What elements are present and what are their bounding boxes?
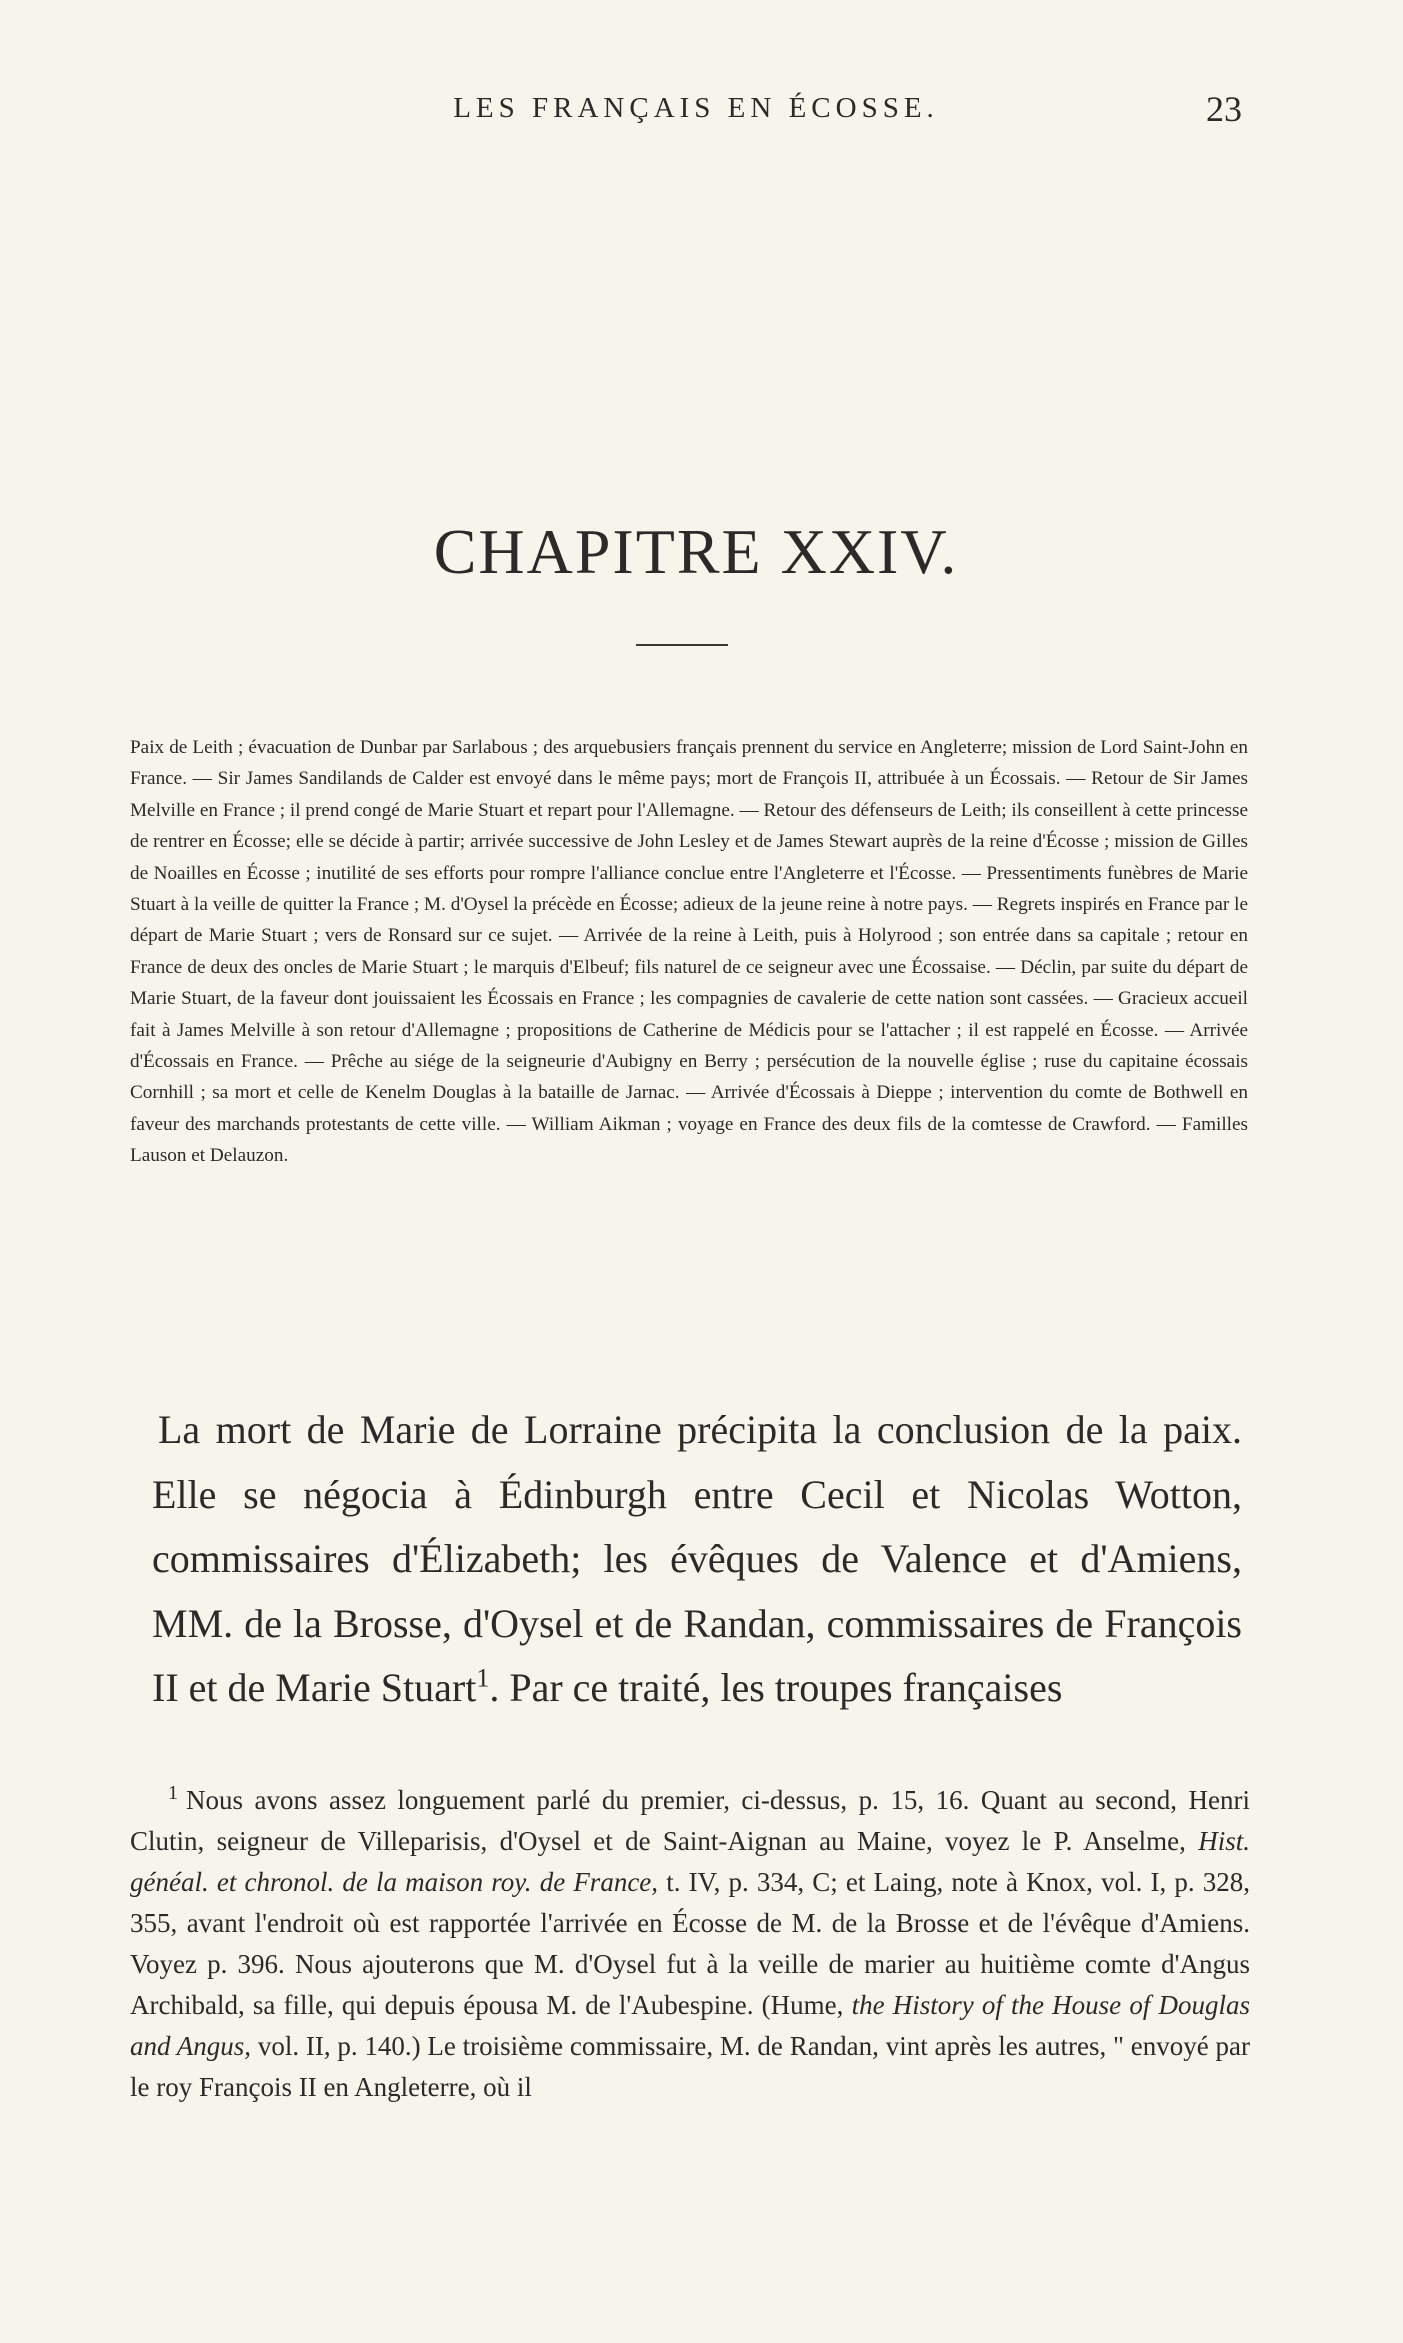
running-title: LES FRANÇAIS EN ÉCOSSE. xyxy=(453,92,939,124)
footnote xyxy=(130,1780,1250,2108)
title-divider xyxy=(636,644,728,646)
footnote-number: 1 xyxy=(168,1782,178,1804)
chapter-title: CHAPITRE XXIV. xyxy=(433,516,959,587)
page-number: 23 xyxy=(1206,89,1242,129)
footnote-citation-2: the History of the House of Douglas and Angus, xyxy=(130,1990,1250,2061)
body-paragraph xyxy=(152,1398,1242,1721)
footnote-text-3: vol. II, p. 140.) Le troisième commissaire, M. de Randan, vint après les autres, " envoyé par le roy François II en Angleterre, où il xyxy=(130,2031,1251,2102)
footnote-reference: 1 xyxy=(476,1663,490,1693)
footnote-text-2: t. IV, p. 334, C; et Laing, note à Knox, vol. I, p. 328, 355, avant l'endroit où est rapportée l'arrivée en Écosse de M. de la Brosse et de l'évêque d'Amiens. Voyez p. 396. Nous ajouterons que M. d'Oysel fut à la veille de marier au huitième comte d'Angus Archibald, sa fille, qui depuis épousa M. de l'Aubespine. (Hume, xyxy=(130,1867,1251,2020)
body-text-continued: . Par ce traité, les troupes françaises xyxy=(489,1665,1063,1710)
chapter-summary: Paix de Leith ; évacuation de Dunbar par Sarlabous ; des arquebusiers français prennent du service en Angleterre; mission de Lord Saint-John en France. — Sir James Sandilands de Calder est envoyé dans le même pays; mort de François II, attribuée à un Écossais. — Retour de Sir James Melville en France ; il prend congé de Marie Stuart et repart pour l'Allemagne. — Retour des défenseurs de Leith; ils conseillent à cette princesse de rentrer en Écosse; elle se décide à partir; arrivée successive de John Lesley et de James Stewart auprès de la reine d'Écosse ; mission de Gilles de Noailles en Écosse ; inutilité de ses efforts pour rompre l'alliance conclue entre l'Angleterre et l'Écosse. — Pressentiments funèbres de Marie Stuart à la veille de quitter la France ; M. d'Oysel la précède en Écosse; adieux de la jeune reine à notre pays. — Regrets inspirés en France par le départ de Marie Stuart ; vers de Ronsard sur ce sujet. — Arrivée de la reine à Leith, puis à Holyrood ; son entrée dans sa capitale ; retour en France de deux des oncles de Marie Stuart ; le marquis d'Elbeuf; fils naturel de ce seigneur avec une Écossaise. — Déclin, par suite du départ de Marie Stuart, de la faveur dont jouissaient les Écossais en France ; les compagnies de cavalerie de cette nation sont cassées. — Gracieux accueil fait à James Melville à son retour d'Allemagne ; propositions de Catherine de Médicis pour se l'attacher ; il est rappelé en Écosse. — Arrivée d'Écossais en France. — Prêche au siége de la seigneurie d'Aubigny en Berry ; persécution de la nouvelle église ; ruse du capitaine écossais Cornhill ; sa mort et celle de Kenelm Douglas à la bataille de Jarnac. — Arrivée d'Écossais à Dieppe ; intervention du comte de Bothwell en faveur des marchands protestants de cette ville. — William Aikman ; voyage en France des deux fils de la comtesse de Crawford. — Familles Lauson et Delauzon. xyxy=(130,737,1248,1167)
footnote-text-1: Nous avons assez longuement parlé du premier, ci-dessus, p. 15, 16. Quant au second, Henri Clutin, seigneur de Villeparisis, d'Oysel et de Saint-Aignan au Maine, voyez le P. Anselme, xyxy=(130,1785,1250,1856)
body-text: La mort de Marie de Lorraine précipita la conclusion de la paix. Elle se négocia à Édinburgh entre Cecil et Nicolas Wotton, commissaires d'Élizabeth; les évêques de Valence et d'Amiens, MM. de la Brosse, d'Oysel et de Randan, commissaires de François II et de Marie Stuart xyxy=(152,1407,1242,1710)
footnote-citation-1: Hist. généal. et chronol. de la maison roy. de France, xyxy=(130,1826,1250,1897)
running-head xyxy=(150,88,1242,128)
